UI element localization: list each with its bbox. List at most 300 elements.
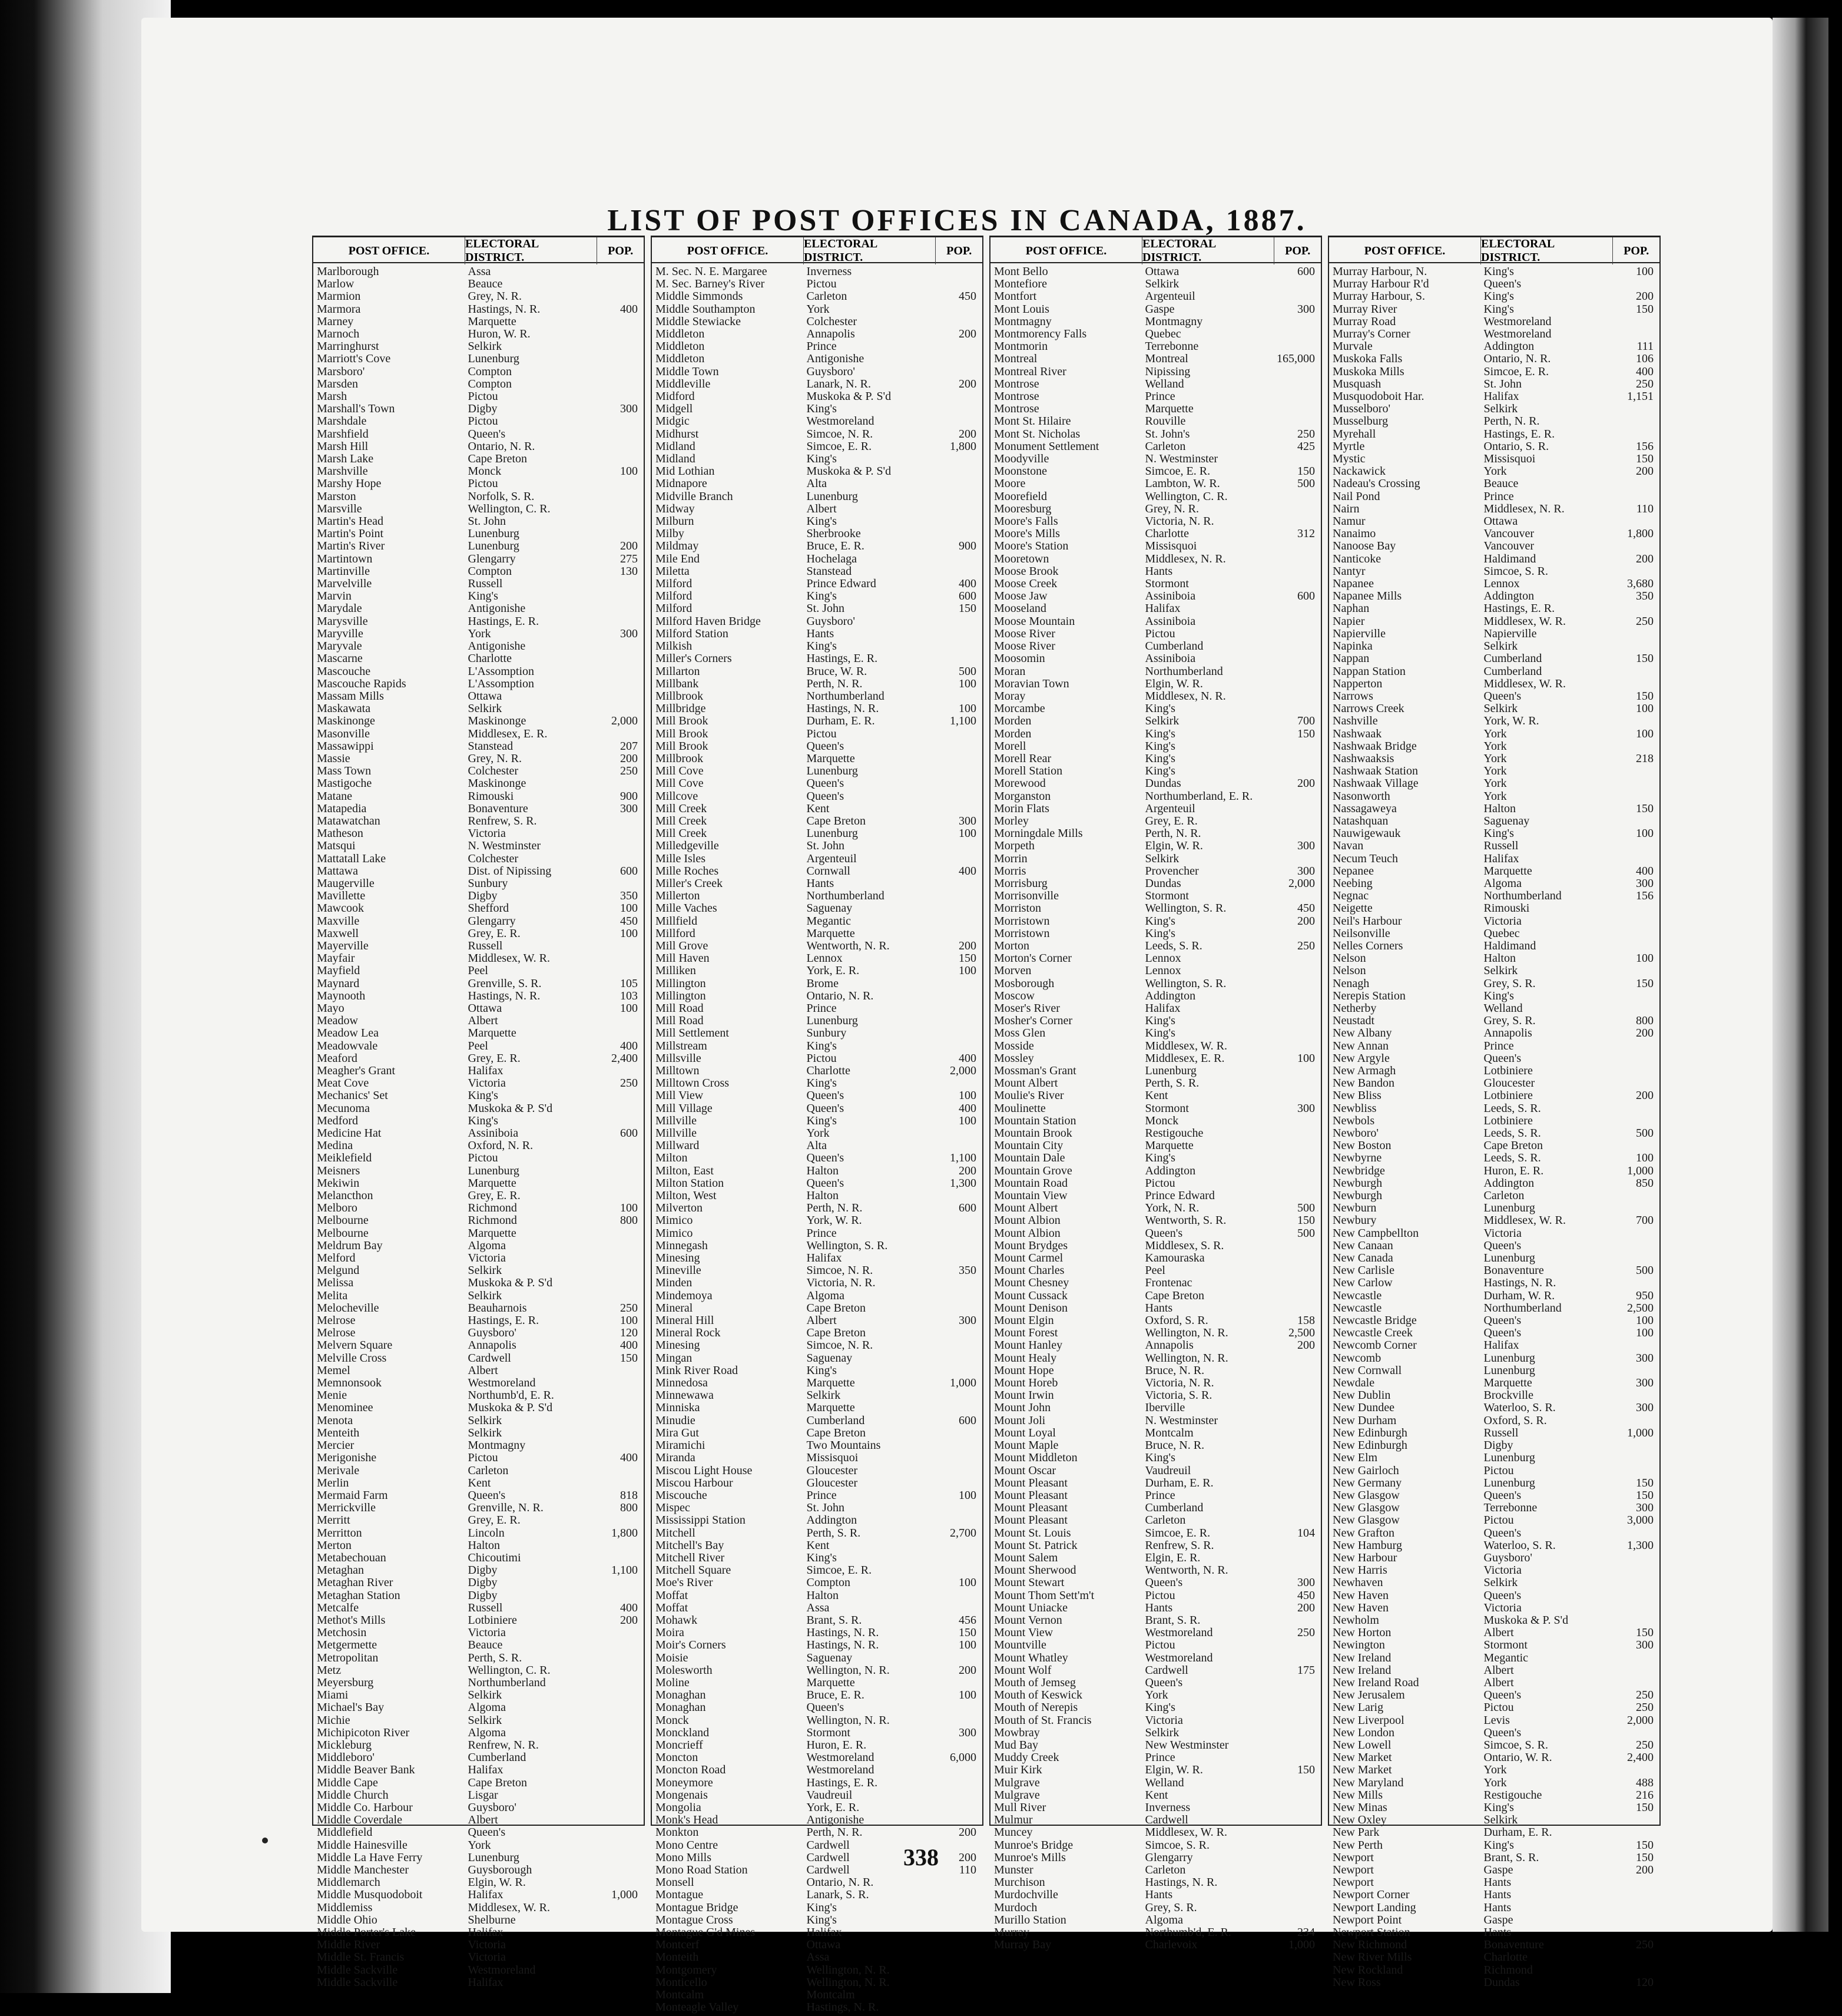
table-row <box>1333 1939 1656 1951</box>
population: 100 <box>1635 727 1654 740</box>
electoral-district: Elgin, E. R. <box>1145 1551 1201 1564</box>
population <box>933 1465 979 1477</box>
population: 300 <box>1297 865 1315 878</box>
electoral-district: Wentworth, N. R. <box>1145 1564 1228 1577</box>
population: 111 <box>1636 340 1654 353</box>
table-row <box>1333 415 1656 428</box>
table-row <box>1333 1140 1656 1152</box>
post-office-name: Melbourne <box>317 1227 369 1240</box>
electoral-district: Durham, E. R. <box>806 715 875 728</box>
electoral-district: Perth, S. R. <box>1145 1077 1200 1090</box>
population <box>595 603 640 615</box>
population: 100 <box>958 703 976 716</box>
post-office-name: Melita <box>317 1289 348 1302</box>
population <box>933 1652 979 1664</box>
population <box>1611 491 1656 503</box>
table-row <box>317 403 640 415</box>
table-row <box>655 491 979 503</box>
population <box>933 1339 979 1352</box>
electoral-district: Queen's <box>468 1826 506 1839</box>
electoral-district: Hants <box>806 877 834 890</box>
population <box>933 1452 979 1464</box>
electoral-district: St. John <box>1483 378 1522 390</box>
table-row <box>317 1190 640 1202</box>
population: 312 <box>1297 528 1315 541</box>
electoral-district: Cape Breton <box>1145 1289 1205 1302</box>
post-office-name: Milford Haven Bridge <box>655 615 761 628</box>
table-row <box>994 1015 1317 1027</box>
electoral-district: Dundas <box>1145 777 1181 790</box>
population <box>1272 1115 1317 1127</box>
table-row <box>655 266 979 278</box>
table-row <box>317 540 640 552</box>
population: 700 <box>1297 715 1315 728</box>
electoral-district: Welland <box>1145 1776 1184 1789</box>
population <box>1611 278 1656 290</box>
population <box>933 1951 979 1964</box>
population <box>1611 1103 1656 1115</box>
page-number: 338 <box>903 1844 939 1871</box>
post-office-name: Minnegash <box>655 1239 708 1252</box>
electoral-district: King's <box>806 1551 837 1564</box>
electoral-district: York, W. R. <box>806 1214 862 1227</box>
electoral-district: Shelburne <box>468 1914 516 1926</box>
electoral-district: Queen's <box>806 740 844 753</box>
table-row <box>994 827 1317 840</box>
table-row <box>655 1252 979 1264</box>
electoral-district: Grey, E. R. <box>468 1190 521 1203</box>
electoral-district: Digby <box>468 890 498 903</box>
electoral-district: Stormont <box>1145 1102 1189 1115</box>
population: 400 <box>619 1040 638 1052</box>
table-row <box>1333 1502 1656 1514</box>
table-row <box>994 990 1317 1002</box>
post-office-name: Middlemarch <box>317 1876 380 1889</box>
electoral-district: Elgin, W. R. <box>1145 677 1203 690</box>
post-office-name: Nackawick <box>1333 465 1386 478</box>
population <box>933 1040 979 1052</box>
post-office-name: Marlow <box>317 278 355 291</box>
population: 100 <box>958 677 976 690</box>
population: 158 <box>1297 1315 1315 1328</box>
post-office-name: Milkish <box>655 640 693 653</box>
population: 600 <box>958 1414 976 1427</box>
table-row <box>655 290 979 303</box>
electoral-district: Hants <box>1145 1889 1173 1902</box>
table-row <box>994 478 1317 490</box>
electoral-district: Westmoreland <box>468 1377 536 1390</box>
post-office-name: New Dundee <box>1333 1402 1394 1415</box>
post-office-name: Mosside <box>994 1040 1034 1052</box>
population: 2,700 <box>949 1527 976 1540</box>
post-office-name: New London <box>1333 1726 1394 1739</box>
electoral-district: Muskoka & P. S'd <box>1483 1614 1569 1627</box>
post-office-name: Mount Horeb <box>994 1377 1058 1390</box>
population <box>1611 765 1656 777</box>
electoral-district: Queen's <box>1483 1327 1522 1340</box>
population: 100 <box>619 902 638 915</box>
post-office-name: Marvin <box>317 590 352 603</box>
table-row <box>655 1165 979 1177</box>
post-office-name: Midgic <box>655 415 690 428</box>
electoral-district: King's <box>468 1114 498 1127</box>
population <box>595 1402 640 1414</box>
post-office-name: Melboro <box>317 1202 357 1215</box>
table-row <box>317 1027 640 1040</box>
electoral-district: Prince <box>1145 390 1175 403</box>
table-row <box>1333 1040 1656 1052</box>
electoral-district: King's <box>806 1914 837 1926</box>
post-office-name: Mount Charles <box>994 1264 1065 1277</box>
table-row <box>994 728 1317 740</box>
post-office-name: Morcambe <box>994 703 1045 716</box>
electoral-district: Selkirk <box>468 1414 502 1427</box>
electoral-district: Peel <box>468 965 488 978</box>
electoral-district: Hants <box>1483 1876 1512 1889</box>
population: 100 <box>619 927 638 940</box>
population: 100 <box>1635 703 1654 716</box>
population <box>933 353 979 365</box>
post-office-name: Millbank <box>655 677 699 690</box>
post-office-name: Mavillette <box>317 890 366 903</box>
table-row <box>655 378 979 390</box>
table-row <box>994 1477 1317 1489</box>
population: 150 <box>1635 1489 1654 1502</box>
population: 150 <box>1635 690 1654 703</box>
population: 2,000 <box>1288 877 1315 890</box>
post-office-name: Nasonworth <box>1333 790 1390 803</box>
table-row <box>1333 728 1656 740</box>
post-office-name: Millfield <box>655 915 698 928</box>
electoral-district: Carleton <box>468 1464 509 1477</box>
post-office-name: Mitchell River <box>655 1551 725 1564</box>
post-office-name: Matane <box>317 790 352 803</box>
electoral-district: Halifax <box>468 1889 503 1902</box>
post-office-name: Mount Whatley <box>994 1651 1068 1664</box>
table-row <box>655 827 979 840</box>
electoral-district: King's <box>1145 1027 1175 1040</box>
population <box>1611 1277 1656 1289</box>
electoral-district: Selkirk <box>468 1289 502 1302</box>
post-office-name: Midland <box>655 453 695 466</box>
post-office-name: Metcalfe <box>317 1601 359 1614</box>
post-office-name: Maxwell <box>317 927 359 940</box>
electoral-district: Cape Breton <box>1483 1140 1543 1153</box>
population: 500 <box>958 665 976 678</box>
post-office-name: Nanaimo <box>1333 528 1376 541</box>
electoral-district: Middlesex, E. R. <box>1145 1052 1225 1065</box>
post-office-name: Marsh <box>317 390 347 403</box>
population <box>595 491 640 503</box>
table-row <box>1333 390 1656 403</box>
table-row <box>994 1540 1317 1552</box>
table-row <box>655 1202 979 1214</box>
table-row <box>1333 1264 1656 1277</box>
electoral-district: Brant, S. R. <box>1145 1614 1201 1627</box>
table-row <box>655 1564 979 1577</box>
post-office-name: Nelles Corners <box>1333 939 1403 952</box>
electoral-district: Leeds, S. R. <box>1483 1127 1541 1140</box>
population <box>1272 1652 1317 1664</box>
electoral-district: St. John <box>806 603 844 615</box>
population: 300 <box>619 403 638 416</box>
table-row <box>1333 1689 1656 1701</box>
table-row <box>655 1652 979 1664</box>
population <box>1272 1165 1317 1177</box>
post-office-name: New Richmond <box>1333 1939 1407 1952</box>
post-office-name: Merivale <box>317 1464 360 1477</box>
table-row <box>994 503 1317 515</box>
electoral-district: Quebec <box>1483 927 1520 940</box>
electoral-district: King's <box>1483 827 1514 840</box>
table-row <box>655 1365 979 1377</box>
table-row <box>994 1427 1317 1439</box>
electoral-district: Selkirk <box>1483 1814 1518 1827</box>
electoral-district: Colchester <box>468 765 519 778</box>
electoral-district: L'Assomption <box>468 665 535 678</box>
post-office-name: Mud Bay <box>994 1739 1038 1752</box>
population: 216 <box>1635 1789 1654 1802</box>
post-office-name: Mindemoya <box>655 1289 713 1302</box>
post-office-name: New Mills <box>1333 1789 1383 1802</box>
population <box>933 1977 979 1989</box>
post-office-name: Middleton <box>655 328 705 341</box>
post-office-name: Neil's Harbour <box>1333 915 1402 928</box>
table-row <box>655 765 979 777</box>
population: 1,000 <box>1626 1164 1654 1177</box>
table-row <box>1333 865 1656 878</box>
electoral-district: Hastings, E. R. <box>468 1315 539 1328</box>
table-row <box>655 1027 979 1040</box>
post-office-name: Monsell <box>655 1876 694 1889</box>
table-row <box>655 1240 979 1252</box>
table-row <box>317 1614 640 1627</box>
population: 500 <box>1297 1227 1315 1240</box>
electoral-district: Albert <box>806 502 837 515</box>
electoral-district: Provencher <box>1145 865 1199 878</box>
header-post-office: POST OFFICE. <box>313 237 465 264</box>
population <box>1272 278 1317 290</box>
population <box>933 1677 979 1689</box>
table-row <box>317 1677 640 1689</box>
electoral-district: Ottawa <box>468 1002 502 1015</box>
electoral-district: Colchester <box>806 315 857 328</box>
table-row <box>994 703 1317 715</box>
electoral-district: Marquette <box>468 1027 516 1040</box>
post-office-name: Moncton Road <box>655 1764 726 1777</box>
population: 250 <box>1635 378 1654 390</box>
electoral-district: N. Westminster <box>1145 453 1218 466</box>
post-office-name: Mount Pleasant <box>994 1514 1068 1527</box>
post-office-name: Neustadt <box>1333 1015 1375 1028</box>
electoral-district: Marquette <box>1145 1140 1194 1153</box>
electoral-district: Lunenburg <box>1483 1202 1535 1215</box>
post-office-name: Mitchell Square <box>655 1564 731 1577</box>
post-office-name: Merrickville <box>317 1502 376 1515</box>
post-office-name: Miller's Corners <box>655 653 732 666</box>
population <box>933 1402 979 1414</box>
table-row <box>655 1826 979 1839</box>
table-row <box>655 1627 979 1639</box>
electoral-district: St. John <box>468 515 506 528</box>
table-row <box>1333 1152 1656 1164</box>
population <box>595 590 640 603</box>
population: 120 <box>619 1327 638 1340</box>
electoral-district: Kent <box>806 1539 830 1552</box>
post-office-name: Marvelville <box>317 578 372 591</box>
post-office-name: Menteith <box>317 1426 360 1439</box>
table-row <box>317 1951 640 1964</box>
electoral-district: Wellington, C. R. <box>468 1664 551 1677</box>
table-row <box>994 1802 1317 1814</box>
population <box>1272 1540 1317 1552</box>
population <box>1611 515 1656 528</box>
population <box>933 340 979 353</box>
population <box>1272 1352 1317 1365</box>
electoral-district: Halifax <box>1483 1339 1519 1352</box>
table-row <box>655 915 979 928</box>
post-office-name: Narrows Creek <box>1333 703 1404 716</box>
table-row <box>994 965 1317 977</box>
post-office-name: Mosher's Corner <box>994 1015 1073 1028</box>
electoral-district: Pictou <box>1483 1701 1514 1714</box>
population <box>933 878 979 890</box>
population <box>1272 1452 1317 1464</box>
population: 200 <box>958 328 976 341</box>
electoral-district: L'Assomption <box>468 677 535 690</box>
post-office-name: Milton, East <box>655 1164 714 1177</box>
electoral-district: Cumberland <box>1483 653 1542 666</box>
table-row <box>994 353 1317 365</box>
population <box>1272 1427 1317 1439</box>
table-row <box>1333 1552 1656 1564</box>
table-row <box>317 1127 640 1140</box>
population <box>1611 1564 1656 1577</box>
population <box>595 1652 640 1664</box>
population <box>595 1826 640 1839</box>
post-office-name: Napier <box>1333 615 1365 628</box>
table-row <box>655 1502 979 1514</box>
electoral-district: King's <box>468 590 498 603</box>
population: 2,000 <box>1626 1714 1654 1727</box>
population <box>933 316 979 328</box>
table-row <box>317 1652 640 1664</box>
table-row <box>655 553 979 565</box>
electoral-district: Oxford, S. R. <box>1483 1414 1547 1427</box>
post-office-name: Neigette <box>1333 902 1373 915</box>
population <box>595 1427 640 1439</box>
population: 800 <box>1635 1015 1654 1028</box>
population: 400 <box>1635 365 1654 378</box>
table-row <box>1333 1127 1656 1140</box>
post-office-name: Millville <box>655 1114 697 1127</box>
table-row <box>1333 565 1656 578</box>
electoral-district: Victoria <box>1483 915 1522 928</box>
population <box>595 1664 640 1677</box>
table-row <box>994 1415 1317 1427</box>
electoral-district: Middlesex, N. R. <box>1145 690 1226 703</box>
table-row <box>317 690 640 703</box>
table-row <box>317 777 640 790</box>
table-row <box>1333 1914 1656 1926</box>
population <box>933 1926 979 1939</box>
electoral-district: Perth, N. R. <box>806 1826 863 1839</box>
post-office-name: Millward <box>655 1140 700 1153</box>
post-office-name: Nanticoke <box>1333 552 1382 565</box>
population <box>1611 1452 1656 1464</box>
table-row <box>655 615 979 628</box>
table-row <box>1333 1602 1656 1614</box>
electoral-district: Victoria <box>1483 1227 1522 1240</box>
table-row <box>994 1814 1317 1826</box>
post-office-name: Mooresburg <box>994 502 1052 515</box>
population: 100 <box>1635 1327 1654 1340</box>
table-row <box>1333 1826 1656 1839</box>
population <box>595 940 640 952</box>
population <box>1611 965 1656 977</box>
population <box>933 1240 979 1252</box>
electoral-district: Queen's <box>806 1102 844 1115</box>
post-office-name: Nashwaak Bridge <box>1333 740 1417 753</box>
population <box>595 1389 640 1402</box>
post-office-name: Moss Glen <box>994 1027 1046 1040</box>
post-office-name: Mimico <box>655 1214 693 1227</box>
post-office-name: Mount Uniacke <box>994 1601 1068 1614</box>
post-office-name: Montague <box>655 1889 704 1902</box>
population <box>595 1252 640 1264</box>
table-row <box>994 1590 1317 1602</box>
electoral-district: Bruce, E. R. <box>806 1689 864 1702</box>
electoral-district: Elgin, W. R. <box>1145 840 1203 853</box>
table-row <box>317 465 640 478</box>
electoral-district: Victoria, N. R. <box>1145 515 1214 528</box>
electoral-district: Bonaventure <box>468 802 528 815</box>
post-office-name: Mitchell's Bay <box>655 1539 724 1552</box>
electoral-district: Lennox <box>1483 578 1520 591</box>
post-office-name: Medina <box>317 1140 353 1153</box>
electoral-district: Alta <box>806 1140 827 1153</box>
population: 250 <box>1297 939 1315 952</box>
population: 1,300 <box>949 1177 976 1190</box>
post-office-name: Mascouche <box>317 665 371 678</box>
post-office-name: Nauwigewauk <box>1333 827 1401 840</box>
table-row <box>655 428 979 441</box>
post-office-name: Monticello <box>655 1976 707 1989</box>
post-office-name: Millbrook <box>655 690 704 703</box>
population <box>1611 1590 1656 1602</box>
electoral-district: Selkirk <box>468 1689 502 1702</box>
population <box>1611 1614 1656 1627</box>
electoral-district: Queen's <box>806 777 844 790</box>
population: 1,000 <box>949 1377 976 1390</box>
table-row <box>994 1202 1317 1214</box>
post-office-name: Neebing <box>1333 877 1373 890</box>
population: 3,680 <box>1626 578 1654 591</box>
post-office-name: Murdoch <box>994 1901 1038 1914</box>
table-row <box>317 590 640 603</box>
electoral-district: Marquette <box>1483 1377 1532 1390</box>
population: 156 <box>1635 890 1654 903</box>
electoral-district: Guysboro' <box>806 365 856 378</box>
post-office-name: Mineral Hill <box>655 1315 714 1328</box>
post-office-name: Mouth of Keswick <box>994 1689 1082 1702</box>
electoral-district: Hastings, E. R. <box>468 615 539 628</box>
post-office-name: Marney <box>317 315 354 328</box>
electoral-district: St. John <box>806 1502 844 1515</box>
population: 275 <box>619 552 638 565</box>
post-office-name: Nerepis Station <box>1333 989 1406 1002</box>
population <box>1272 1677 1317 1689</box>
